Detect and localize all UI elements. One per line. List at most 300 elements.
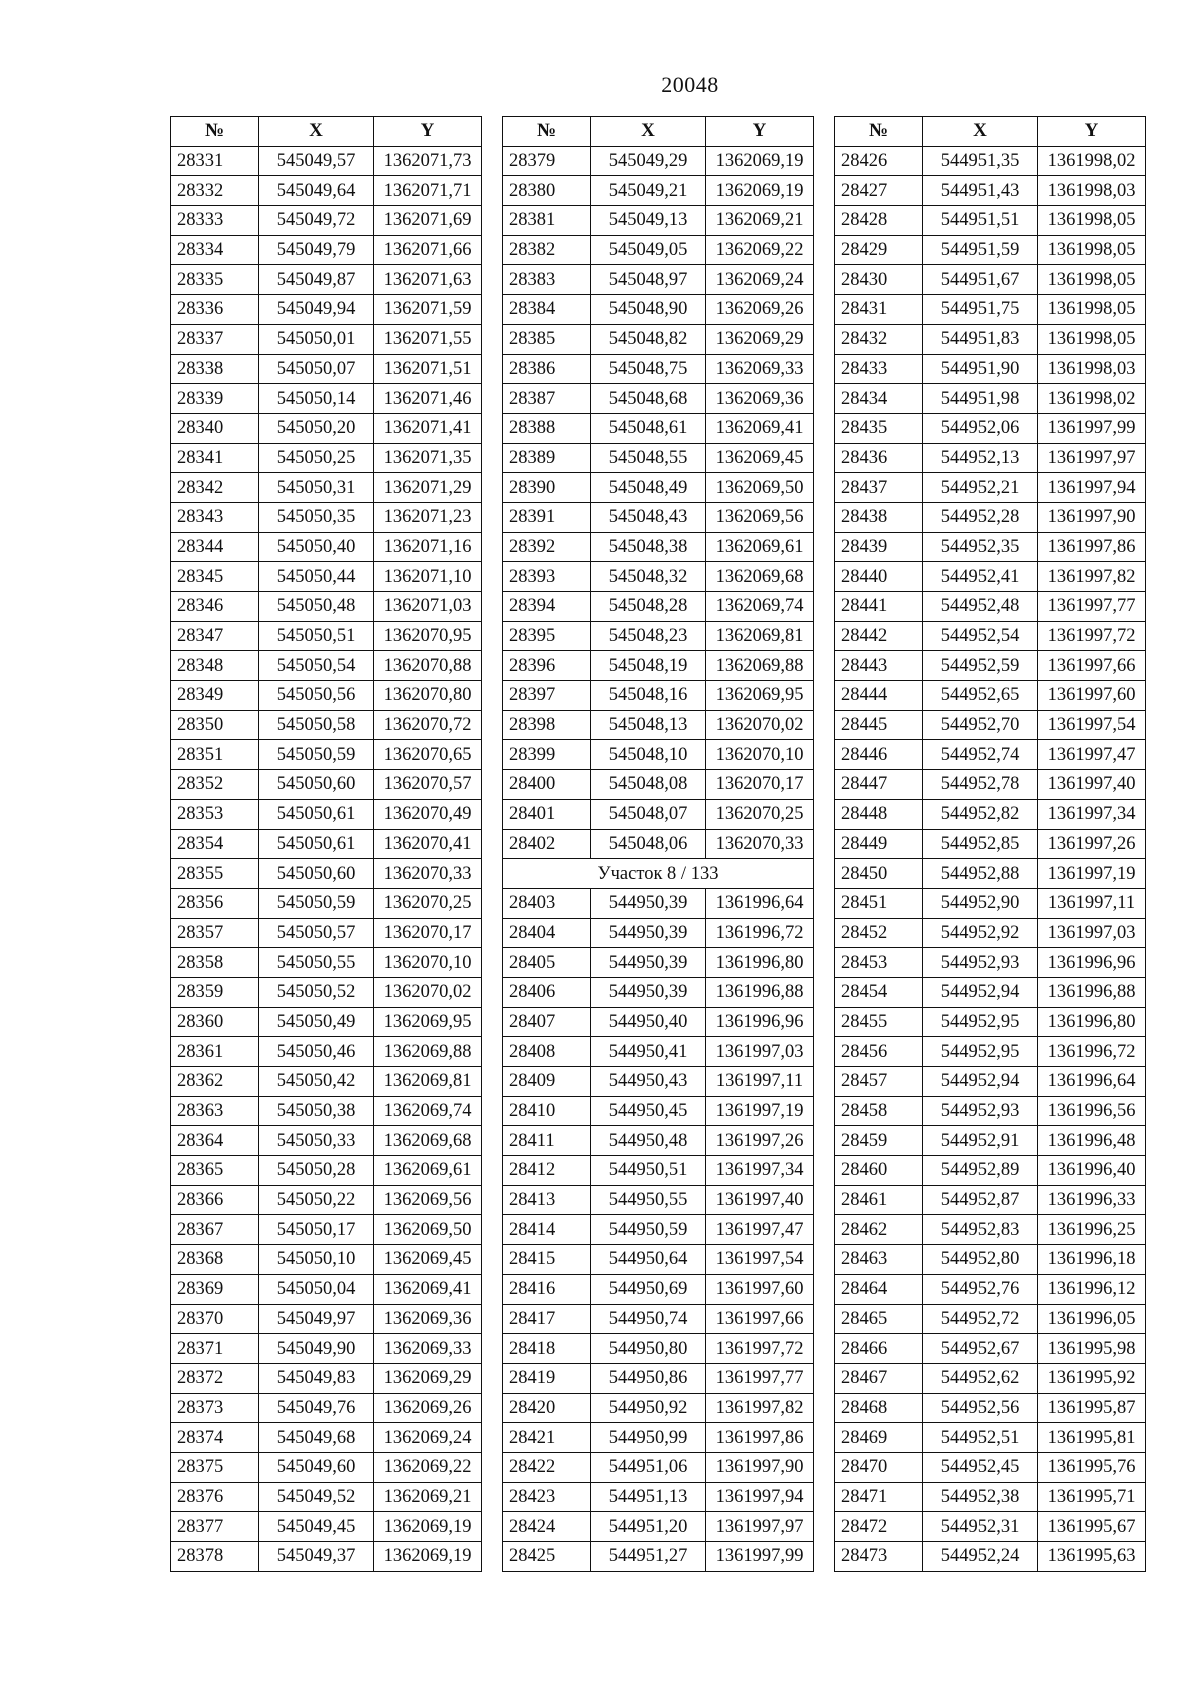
x-coordinate: 544952,94 (923, 977, 1038, 1007)
point-number: 28444 (835, 681, 923, 711)
table-row (835, 770, 1146, 800)
table-row (171, 918, 482, 948)
table-row (503, 146, 814, 176)
x-coordinate: 544952,95 (923, 1007, 1038, 1037)
y-coordinate: 1361996,96 (706, 1007, 814, 1037)
y-coordinate: 1362069,68 (374, 1126, 482, 1156)
table-row (835, 265, 1146, 295)
table-row (503, 413, 814, 443)
table-row (171, 295, 482, 325)
x-coordinate: 544952,93 (923, 1096, 1038, 1126)
y-coordinate: 1362069,19 (374, 1512, 482, 1542)
table-row (171, 1542, 482, 1572)
table-row (503, 1512, 814, 1542)
point-number: 28371 (171, 1334, 259, 1364)
table-row (171, 1423, 482, 1453)
table-row (503, 1096, 814, 1126)
x-coordinate: 544950,40 (591, 1007, 706, 1037)
y-coordinate: 1362070,17 (706, 770, 814, 800)
table-row (835, 1304, 1146, 1334)
y-coordinate: 1362069,33 (706, 354, 814, 384)
table-row (503, 710, 814, 740)
x-coordinate: 545049,87 (259, 265, 374, 295)
y-coordinate: 1362070,80 (374, 681, 482, 711)
table-row (835, 918, 1146, 948)
table-row (171, 235, 482, 265)
point-number: 28437 (835, 473, 923, 503)
y-coordinate: 1362069,74 (374, 1096, 482, 1126)
x-coordinate: 544950,39 (591, 918, 706, 948)
point-number: 28404 (503, 918, 591, 948)
table-row (503, 1037, 814, 1067)
x-coordinate: 545048,32 (591, 562, 706, 592)
x-coordinate: 544950,48 (591, 1126, 706, 1156)
x-coordinate: 544951,35 (923, 146, 1038, 176)
table-row (835, 948, 1146, 978)
x-coordinate: 545049,45 (259, 1512, 374, 1542)
x-coordinate: 545050,10 (259, 1245, 374, 1275)
x-coordinate: 545050,61 (259, 799, 374, 829)
x-coordinate: 544952,85 (923, 829, 1038, 859)
point-number: 28390 (503, 473, 591, 503)
point-number: 28441 (835, 592, 923, 622)
point-number: 28367 (171, 1215, 259, 1245)
point-number: 28343 (171, 502, 259, 532)
table-row (171, 829, 482, 859)
x-coordinate: 545050,17 (259, 1215, 374, 1245)
table-row (171, 1067, 482, 1097)
y-coordinate: 1362069,50 (706, 473, 814, 503)
point-number: 28355 (171, 859, 259, 889)
point-number: 28344 (171, 532, 259, 562)
y-coordinate: 1361997,94 (1038, 473, 1146, 503)
table-row (835, 592, 1146, 622)
point-number: 28346 (171, 592, 259, 622)
table-row (171, 1037, 482, 1067)
y-coordinate: 1362069,29 (374, 1363, 482, 1393)
point-number: 28331 (171, 146, 259, 176)
point-number: 28450 (835, 859, 923, 889)
point-number: 28388 (503, 413, 591, 443)
table-row (171, 859, 482, 889)
point-number: 28425 (503, 1542, 591, 1572)
y-coordinate: 1362070,41 (374, 829, 482, 859)
table-row (503, 324, 814, 354)
table-row (835, 502, 1146, 532)
table-row (835, 1452, 1146, 1482)
x-coordinate: 545049,60 (259, 1452, 374, 1482)
y-coordinate: 1361997,66 (706, 1304, 814, 1334)
y-coordinate: 1361995,76 (1038, 1452, 1146, 1482)
x-coordinate: 544952,82 (923, 799, 1038, 829)
point-number: 28333 (171, 206, 259, 236)
point-number: 28364 (171, 1126, 259, 1156)
y-coordinate: 1361996,56 (1038, 1096, 1146, 1126)
point-number: 28454 (835, 977, 923, 1007)
point-number: 28377 (171, 1512, 259, 1542)
y-coordinate: 1362070,65 (374, 740, 482, 770)
point-number: 28417 (503, 1304, 591, 1334)
y-coordinate: 1361997,40 (1038, 770, 1146, 800)
table-row (503, 770, 814, 800)
point-number: 28418 (503, 1334, 591, 1364)
x-coordinate: 545048,08 (591, 770, 706, 800)
y-coordinate: 1361998,05 (1038, 324, 1146, 354)
point-number: 28427 (835, 176, 923, 206)
x-coordinate: 545049,83 (259, 1363, 374, 1393)
table-row (835, 1363, 1146, 1393)
x-coordinate: 545050,56 (259, 681, 374, 711)
table-row (171, 1452, 482, 1482)
x-coordinate: 545050,25 (259, 443, 374, 473)
point-number: 28381 (503, 206, 591, 236)
table-row (503, 1067, 814, 1097)
table-row (503, 1304, 814, 1334)
x-coordinate: 545049,90 (259, 1334, 374, 1364)
x-coordinate: 544950,92 (591, 1393, 706, 1423)
y-coordinate: 1361997,86 (706, 1423, 814, 1453)
x-coordinate: 545050,54 (259, 651, 374, 681)
table-row (835, 1482, 1146, 1512)
y-coordinate: 1362070,33 (706, 829, 814, 859)
y-coordinate: 1361996,72 (706, 918, 814, 948)
x-coordinate: 545050,59 (259, 740, 374, 770)
point-number: 28458 (835, 1096, 923, 1126)
table-row (503, 235, 814, 265)
x-coordinate: 544952,28 (923, 502, 1038, 532)
point-number: 28438 (835, 502, 923, 532)
y-coordinate: 1362069,56 (374, 1185, 482, 1215)
header-y: Y (374, 117, 482, 147)
point-number: 28352 (171, 770, 259, 800)
x-coordinate: 545048,06 (591, 829, 706, 859)
y-coordinate: 1361998,03 (1038, 176, 1146, 206)
x-coordinate: 544950,55 (591, 1185, 706, 1215)
table-row (835, 859, 1146, 889)
table-row (503, 1215, 814, 1245)
x-coordinate: 545049,13 (591, 206, 706, 236)
y-coordinate: 1361997,60 (706, 1274, 814, 1304)
table-row (171, 592, 482, 622)
y-coordinate: 1361998,05 (1038, 265, 1146, 295)
y-coordinate: 1361997,90 (706, 1452, 814, 1482)
point-number: 28459 (835, 1126, 923, 1156)
y-coordinate: 1362069,33 (374, 1334, 482, 1364)
x-coordinate: 544950,39 (591, 888, 706, 918)
table-row (835, 384, 1146, 414)
x-coordinate: 544952,24 (923, 1542, 1038, 1572)
point-number: 28457 (835, 1067, 923, 1097)
x-coordinate: 545048,82 (591, 324, 706, 354)
x-coordinate: 545048,55 (591, 443, 706, 473)
point-number: 28435 (835, 413, 923, 443)
y-coordinate: 1361997,54 (1038, 710, 1146, 740)
y-coordinate: 1362069,36 (374, 1304, 482, 1334)
table-row (503, 1185, 814, 1215)
point-number: 28403 (503, 888, 591, 918)
table-row (503, 888, 814, 918)
table-row (835, 888, 1146, 918)
point-number: 28469 (835, 1423, 923, 1453)
table-row (503, 176, 814, 206)
x-coordinate: 544952,78 (923, 770, 1038, 800)
point-number: 28449 (835, 829, 923, 859)
point-number: 28443 (835, 651, 923, 681)
x-coordinate: 544951,98 (923, 384, 1038, 414)
point-number: 28472 (835, 1512, 923, 1542)
point-number: 28392 (503, 532, 591, 562)
y-coordinate: 1362071,03 (374, 592, 482, 622)
header-x: X (591, 117, 706, 147)
y-coordinate: 1362069,29 (706, 324, 814, 354)
x-coordinate: 544952,31 (923, 1512, 1038, 1542)
table-row (503, 532, 814, 562)
table-row (835, 740, 1146, 770)
table-row (503, 918, 814, 948)
table-row (835, 206, 1146, 236)
table-row (503, 502, 814, 532)
y-coordinate: 1361997,99 (1038, 413, 1146, 443)
y-coordinate: 1362070,25 (374, 888, 482, 918)
y-coordinate: 1362071,71 (374, 176, 482, 206)
x-coordinate: 545049,97 (259, 1304, 374, 1334)
x-coordinate: 545049,64 (259, 176, 374, 206)
y-coordinate: 1362070,72 (374, 710, 482, 740)
point-number: 28376 (171, 1482, 259, 1512)
table-row (171, 206, 482, 236)
x-coordinate: 545050,61 (259, 829, 374, 859)
x-coordinate: 544951,06 (591, 1452, 706, 1482)
y-coordinate: 1361998,03 (1038, 354, 1146, 384)
x-coordinate: 545048,49 (591, 473, 706, 503)
point-number: 28334 (171, 235, 259, 265)
y-coordinate: 1361996,05 (1038, 1304, 1146, 1334)
x-coordinate: 544952,35 (923, 532, 1038, 562)
table-row (503, 354, 814, 384)
y-coordinate: 1362070,02 (706, 710, 814, 740)
y-coordinate: 1362069,56 (706, 502, 814, 532)
coordinate-table-2 (502, 116, 814, 1572)
y-coordinate: 1362069,88 (374, 1037, 482, 1067)
y-coordinate: 1361997,82 (1038, 562, 1146, 592)
point-number: 28471 (835, 1482, 923, 1512)
y-coordinate: 1361998,05 (1038, 206, 1146, 236)
x-coordinate: 545049,94 (259, 295, 374, 325)
table-row (503, 592, 814, 622)
x-coordinate: 545050,44 (259, 562, 374, 592)
y-coordinate: 1362069,36 (706, 384, 814, 414)
x-coordinate: 544952,56 (923, 1393, 1038, 1423)
point-number: 28407 (503, 1007, 591, 1037)
table-row (835, 473, 1146, 503)
point-number: 28436 (835, 443, 923, 473)
x-coordinate: 544952,54 (923, 621, 1038, 651)
y-coordinate: 1362069,22 (374, 1452, 482, 1482)
table-row (171, 888, 482, 918)
table-row (171, 621, 482, 651)
table-row (171, 681, 482, 711)
y-coordinate: 1361995,81 (1038, 1423, 1146, 1453)
x-coordinate: 545048,13 (591, 710, 706, 740)
table-row (503, 1393, 814, 1423)
table-row (171, 1245, 482, 1275)
y-coordinate: 1362069,22 (706, 235, 814, 265)
x-coordinate: 545048,28 (591, 592, 706, 622)
point-number: 28473 (835, 1542, 923, 1572)
table-row (503, 1334, 814, 1364)
x-coordinate: 544952,21 (923, 473, 1038, 503)
point-number: 28410 (503, 1096, 591, 1126)
y-coordinate: 1362070,49 (374, 799, 482, 829)
x-coordinate: 545050,57 (259, 918, 374, 948)
x-coordinate: 545049,57 (259, 146, 374, 176)
x-coordinate: 544950,80 (591, 1334, 706, 1364)
point-number: 28413 (503, 1185, 591, 1215)
point-number: 28362 (171, 1067, 259, 1097)
table-row (835, 176, 1146, 206)
table-row (835, 146, 1146, 176)
table-row (835, 324, 1146, 354)
x-coordinate: 544951,13 (591, 1482, 706, 1512)
point-number: 28466 (835, 1334, 923, 1364)
point-number: 28463 (835, 1245, 923, 1275)
y-coordinate: 1361995,98 (1038, 1334, 1146, 1364)
table-row (835, 1334, 1146, 1364)
x-coordinate: 545049,68 (259, 1423, 374, 1453)
x-coordinate: 545048,97 (591, 265, 706, 295)
point-number: 28363 (171, 1096, 259, 1126)
y-coordinate: 1361997,90 (1038, 502, 1146, 532)
y-coordinate: 1361997,77 (1038, 592, 1146, 622)
x-coordinate: 545049,52 (259, 1482, 374, 1512)
point-number: 28465 (835, 1304, 923, 1334)
coordinate-tables (170, 116, 1150, 1588)
table-row (171, 1393, 482, 1423)
x-coordinate: 544952,76 (923, 1274, 1038, 1304)
point-number: 28338 (171, 354, 259, 384)
x-coordinate: 545050,42 (259, 1067, 374, 1097)
x-coordinate: 545048,07 (591, 799, 706, 829)
y-coordinate: 1362070,57 (374, 770, 482, 800)
x-coordinate: 544952,48 (923, 592, 1038, 622)
table-row (503, 1274, 814, 1304)
point-number: 28342 (171, 473, 259, 503)
point-number: 28455 (835, 1007, 923, 1037)
x-coordinate: 544951,27 (591, 1542, 706, 1572)
x-coordinate: 545049,79 (259, 235, 374, 265)
y-coordinate: 1361998,05 (1038, 235, 1146, 265)
table-row (503, 1007, 814, 1037)
y-coordinate: 1362071,66 (374, 235, 482, 265)
table-row (835, 1126, 1146, 1156)
y-coordinate: 1361998,02 (1038, 384, 1146, 414)
point-number: 28456 (835, 1037, 923, 1067)
y-coordinate: 1361997,82 (706, 1393, 814, 1423)
x-coordinate: 544950,64 (591, 1245, 706, 1275)
x-coordinate: 544950,39 (591, 977, 706, 1007)
y-coordinate: 1362069,45 (374, 1245, 482, 1275)
point-number: 28420 (503, 1393, 591, 1423)
point-number: 28442 (835, 621, 923, 651)
point-number: 28351 (171, 740, 259, 770)
point-number: 28365 (171, 1156, 259, 1186)
table-row (835, 1037, 1146, 1067)
point-number: 28386 (503, 354, 591, 384)
point-number: 28422 (503, 1452, 591, 1482)
y-coordinate: 1362069,19 (706, 146, 814, 176)
y-coordinate: 1361997,66 (1038, 651, 1146, 681)
x-coordinate: 544950,39 (591, 948, 706, 978)
x-coordinate: 544952,41 (923, 562, 1038, 592)
x-coordinate: 544950,99 (591, 1423, 706, 1453)
y-coordinate: 1362069,26 (706, 295, 814, 325)
point-number: 28332 (171, 176, 259, 206)
y-coordinate: 1361995,92 (1038, 1363, 1146, 1393)
table-row (171, 176, 482, 206)
header-y: Y (706, 117, 814, 147)
y-coordinate: 1361996,40 (1038, 1156, 1146, 1186)
y-coordinate: 1361995,67 (1038, 1512, 1146, 1542)
x-coordinate: 544951,20 (591, 1512, 706, 1542)
y-coordinate: 1362069,81 (706, 621, 814, 651)
x-coordinate: 545048,68 (591, 384, 706, 414)
table-row (835, 532, 1146, 562)
y-coordinate: 1362071,23 (374, 502, 482, 532)
point-number: 28394 (503, 592, 591, 622)
x-coordinate: 545049,29 (591, 146, 706, 176)
table-row (171, 146, 482, 176)
point-number: 28349 (171, 681, 259, 711)
point-number: 28360 (171, 1007, 259, 1037)
y-coordinate: 1362071,69 (374, 206, 482, 236)
header-y: Y (1038, 117, 1146, 147)
table-row (171, 1007, 482, 1037)
table-row (503, 829, 814, 859)
table-row (835, 1156, 1146, 1186)
table-row (503, 1482, 814, 1512)
y-coordinate: 1361998,05 (1038, 295, 1146, 325)
y-coordinate: 1362071,41 (374, 413, 482, 443)
table-row (835, 710, 1146, 740)
y-coordinate: 1361997,19 (706, 1096, 814, 1126)
table-row (503, 443, 814, 473)
y-coordinate: 1362071,29 (374, 473, 482, 503)
y-coordinate: 1362071,35 (374, 443, 482, 473)
table-row (503, 1542, 814, 1572)
x-coordinate: 545048,75 (591, 354, 706, 384)
y-coordinate: 1362071,55 (374, 324, 482, 354)
x-coordinate: 544952,13 (923, 443, 1038, 473)
y-coordinate: 1362070,33 (374, 859, 482, 889)
x-coordinate: 545050,58 (259, 710, 374, 740)
x-coordinate: 544952,92 (923, 918, 1038, 948)
x-coordinate: 545050,60 (259, 770, 374, 800)
x-coordinate: 544952,95 (923, 1037, 1038, 1067)
point-number: 28395 (503, 621, 591, 651)
section-row (503, 859, 814, 889)
table-row (503, 562, 814, 592)
x-coordinate: 544952,89 (923, 1156, 1038, 1186)
table-row (835, 1274, 1146, 1304)
y-coordinate: 1362070,88 (374, 651, 482, 681)
point-number: 28405 (503, 948, 591, 978)
y-coordinate: 1361998,02 (1038, 146, 1146, 176)
y-coordinate: 1361996,25 (1038, 1215, 1146, 1245)
table-row (835, 443, 1146, 473)
y-coordinate: 1362069,68 (706, 562, 814, 592)
table-row (503, 740, 814, 770)
table-row (835, 1096, 1146, 1126)
